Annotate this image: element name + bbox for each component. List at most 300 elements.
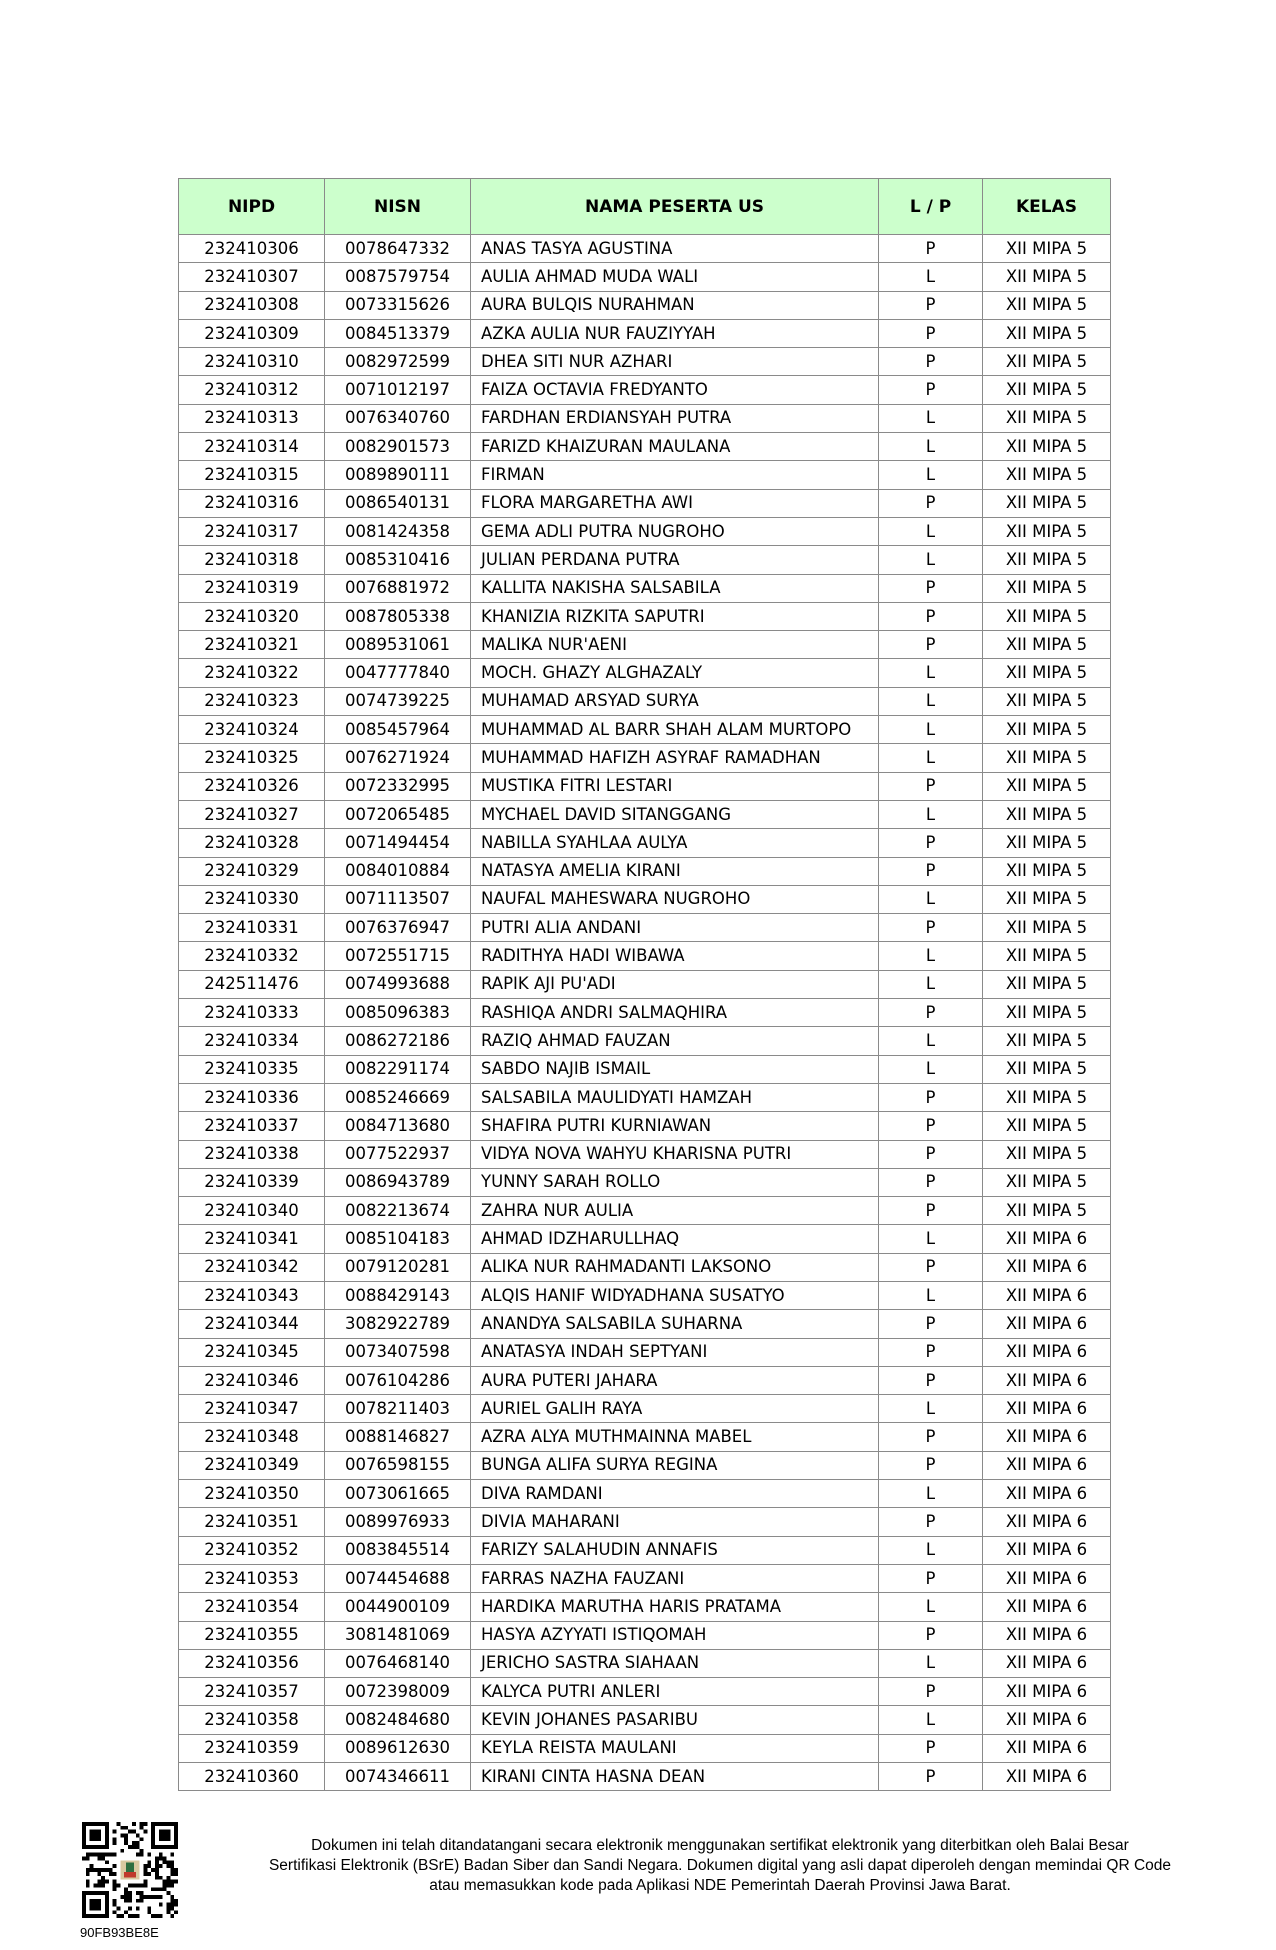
table-row <box>179 1480 1111 1508</box>
qr-code-icon <box>82 1822 178 1918</box>
table-row <box>179 1083 1111 1111</box>
name-cell: FLORA MARGARETHA AWI <box>471 489 879 517</box>
name-cell: NABILLA SYAHLAA AULYA <box>471 829 879 857</box>
class-cell: XII MIPA 6 <box>983 1366 1111 1394</box>
class-cell: XII MIPA 6 <box>983 1225 1111 1253</box>
class-cell: XII MIPA 5 <box>983 716 1111 744</box>
nisn-cell: 0085104183 <box>325 1225 471 1253</box>
gender-cell: L <box>879 1225 983 1253</box>
name-cell: DIVA RAMDANI <box>471 1480 879 1508</box>
name-cell: ANANDYA SALSABILA SUHARNA <box>471 1310 879 1338</box>
gender-cell: P <box>879 1197 983 1225</box>
nisn-cell: 0089976933 <box>325 1508 471 1536</box>
class-cell: XII MIPA 6 <box>983 1678 1111 1706</box>
nisn-cell: 0073315626 <box>325 291 471 319</box>
name-cell: KIRANI CINTA HASNA DEAN <box>471 1763 879 1791</box>
nisn-cell: 0085310416 <box>325 546 471 574</box>
class-cell: XII MIPA 5 <box>983 517 1111 545</box>
gender-cell: P <box>879 1083 983 1111</box>
gender-cell: L <box>879 1706 983 1734</box>
nisn-cell: 3082922789 <box>325 1310 471 1338</box>
gender-cell: P <box>879 1678 983 1706</box>
name-cell: SALSABILA MAULIDYATI HAMZAH <box>471 1083 879 1111</box>
class-cell: XII MIPA 5 <box>983 1140 1111 1168</box>
class-cell: XII MIPA 6 <box>983 1536 1111 1564</box>
name-cell: RAZIQ AHMAD FAUZAN <box>471 1027 879 1055</box>
gender-cell: P <box>879 1338 983 1366</box>
table-row <box>179 687 1111 715</box>
name-cell: VIDYA NOVA WAHYU KHARISNA PUTRI <box>471 1140 879 1168</box>
gender-cell: L <box>879 1593 983 1621</box>
class-cell: XII MIPA 5 <box>983 235 1111 263</box>
gender-cell: L <box>879 517 983 545</box>
gender-cell: L <box>879 1395 983 1423</box>
nisn-cell: 0076881972 <box>325 574 471 602</box>
gender-cell: L <box>879 433 983 461</box>
table-row <box>179 517 1111 545</box>
nisn-cell: 0082901573 <box>325 433 471 461</box>
nisn-cell: 0076104286 <box>325 1366 471 1394</box>
table-row <box>179 1225 1111 1253</box>
class-cell: XII MIPA 5 <box>983 1168 1111 1196</box>
nipd-cell: 232410309 <box>179 319 325 347</box>
name-cell: ZAHRA NUR AULIA <box>471 1197 879 1225</box>
nipd-cell: 232410345 <box>179 1338 325 1366</box>
class-cell: XII MIPA 5 <box>983 744 1111 772</box>
name-cell: NATASYA AMELIA KIRANI <box>471 857 879 885</box>
class-cell: XII MIPA 6 <box>983 1310 1111 1338</box>
nisn-cell: 0087579754 <box>325 263 471 291</box>
class-cell: XII MIPA 6 <box>983 1451 1111 1479</box>
nisn-cell: 0076376947 <box>325 914 471 942</box>
gender-cell: P <box>879 914 983 942</box>
gender-cell: L <box>879 744 983 772</box>
class-cell: XII MIPA 5 <box>983 1027 1111 1055</box>
gender-cell: P <box>879 348 983 376</box>
name-cell: MUSTIKA FITRI LESTARI <box>471 772 879 800</box>
table-row <box>179 1338 1111 1366</box>
nipd-cell: 232410335 <box>179 1055 325 1083</box>
nipd-cell: 232410348 <box>179 1423 325 1451</box>
gender-cell: L <box>879 1480 983 1508</box>
nisn-cell: 0076340760 <box>325 404 471 432</box>
gender-cell: P <box>879 1734 983 1762</box>
table-row <box>179 1508 1111 1536</box>
nisn-cell: 0082484680 <box>325 1706 471 1734</box>
nipd-cell: 232410360 <box>179 1763 325 1791</box>
table-row <box>179 376 1111 404</box>
class-cell: XII MIPA 6 <box>983 1649 1111 1677</box>
nipd-cell: 232410320 <box>179 602 325 630</box>
nisn-cell: 0089531061 <box>325 631 471 659</box>
nisn-cell: 0072551715 <box>325 942 471 970</box>
table-row <box>179 574 1111 602</box>
nisn-cell: 0084010884 <box>325 857 471 885</box>
name-cell: HASYA AZYYATI ISTIQOMAH <box>471 1621 879 1649</box>
nipd-cell: 232410343 <box>179 1281 325 1309</box>
class-cell: XII MIPA 5 <box>983 1055 1111 1083</box>
gender-cell: P <box>879 1112 983 1140</box>
table-row <box>179 1678 1111 1706</box>
nipd-cell: 232410321 <box>179 631 325 659</box>
name-cell: SHAFIRA PUTRI KURNIAWAN <box>471 1112 879 1140</box>
table-row <box>179 716 1111 744</box>
name-cell: ANAS TASYA AGUSTINA <box>471 235 879 263</box>
nisn-cell: 0082213674 <box>325 1197 471 1225</box>
nisn-cell: 0089612630 <box>325 1734 471 1762</box>
class-cell: XII MIPA 5 <box>983 687 1111 715</box>
nisn-cell: 0076271924 <box>325 744 471 772</box>
gender-cell: P <box>879 1310 983 1338</box>
class-cell: XII MIPA 6 <box>983 1253 1111 1281</box>
nisn-cell: 0084713680 <box>325 1112 471 1140</box>
gender-cell: L <box>879 687 983 715</box>
nipd-cell: 232410336 <box>179 1083 325 1111</box>
nisn-cell: 0079120281 <box>325 1253 471 1281</box>
nisn-cell: 0074454688 <box>325 1564 471 1592</box>
nipd-cell: 232410318 <box>179 546 325 574</box>
table-row <box>179 1281 1111 1309</box>
table-row <box>179 263 1111 291</box>
name-cell: AHMAD IDZHARULLHAQ <box>471 1225 879 1253</box>
gender-cell: P <box>879 1423 983 1451</box>
gender-cell: P <box>879 1763 983 1791</box>
table-row <box>179 1168 1111 1196</box>
class-cell: XII MIPA 6 <box>983 1338 1111 1366</box>
table-header <box>179 179 1111 235</box>
table-row <box>179 1140 1111 1168</box>
gender-cell: P <box>879 1621 983 1649</box>
name-cell: AURA PUTERI JAHARA <box>471 1366 879 1394</box>
table-row <box>179 1055 1111 1083</box>
gender-cell: L <box>879 1536 983 1564</box>
name-cell: HARDIKA MARUTHA HARIS PRATAMA <box>471 1593 879 1621</box>
nisn-cell: 0086943789 <box>325 1168 471 1196</box>
nisn-cell: 3081481069 <box>325 1621 471 1649</box>
nipd-cell: 232410344 <box>179 1310 325 1338</box>
class-cell: XII MIPA 6 <box>983 1281 1111 1309</box>
table-row <box>179 235 1111 263</box>
gender-cell: L <box>879 1055 983 1083</box>
nipd-cell: 232410334 <box>179 1027 325 1055</box>
nipd-cell: 232410331 <box>179 914 325 942</box>
table-row <box>179 999 1111 1027</box>
gender-cell: P <box>879 376 983 404</box>
column-header-kelas: KELAS <box>983 179 1111 235</box>
nipd-cell: 232410356 <box>179 1649 325 1677</box>
column-header-nisn: NISN <box>325 179 471 235</box>
class-cell: XII MIPA 5 <box>983 461 1111 489</box>
table-row <box>179 1536 1111 1564</box>
gender-cell: L <box>879 659 983 687</box>
nipd-cell: 232410352 <box>179 1536 325 1564</box>
name-cell: DHEA SITI NUR AZHARI <box>471 348 879 376</box>
nisn-cell: 0078647332 <box>325 235 471 263</box>
class-cell: XII MIPA 6 <box>983 1423 1111 1451</box>
table-row <box>179 800 1111 828</box>
name-cell: RADITHYA HADI WIBAWA <box>471 942 879 970</box>
class-cell: XII MIPA 6 <box>983 1706 1111 1734</box>
name-cell: GEMA ADLI PUTRA NUGROHO <box>471 517 879 545</box>
table-row <box>179 291 1111 319</box>
name-cell: BUNGA ALIFA SURYA REGINA <box>471 1451 879 1479</box>
nipd-cell: 232410327 <box>179 800 325 828</box>
gender-cell: P <box>879 1564 983 1592</box>
gender-cell: P <box>879 631 983 659</box>
nipd-cell: 232410306 <box>179 235 325 263</box>
participant-table-container <box>178 178 1110 1791</box>
name-cell: PUTRI ALIA ANDANI <box>471 914 879 942</box>
table-row <box>179 1564 1111 1592</box>
nisn-cell: 0088146827 <box>325 1423 471 1451</box>
table-row <box>179 602 1111 630</box>
table-row <box>179 1763 1111 1791</box>
table-row <box>179 319 1111 347</box>
class-cell: XII MIPA 6 <box>983 1621 1111 1649</box>
class-cell: XII MIPA 5 <box>983 829 1111 857</box>
column-header-gender: L / P <box>879 179 983 235</box>
nisn-cell: 0088429143 <box>325 1281 471 1309</box>
gender-cell: P <box>879 602 983 630</box>
table-row <box>179 1112 1111 1140</box>
class-cell: XII MIPA 6 <box>983 1395 1111 1423</box>
nisn-cell: 0074346611 <box>325 1763 471 1791</box>
table-row <box>179 885 1111 913</box>
class-cell: XII MIPA 5 <box>983 772 1111 800</box>
name-cell: FARIZD KHAIZURAN MAULANA <box>471 433 879 461</box>
nipd-cell: 232410351 <box>179 1508 325 1536</box>
nipd-cell: 232410323 <box>179 687 325 715</box>
class-cell: XII MIPA 5 <box>983 885 1111 913</box>
table-row <box>179 659 1111 687</box>
class-cell: XII MIPA 5 <box>983 433 1111 461</box>
nisn-cell: 0071113507 <box>325 885 471 913</box>
nipd-cell: 232410346 <box>179 1366 325 1394</box>
nipd-cell: 232410310 <box>179 348 325 376</box>
name-cell: KALLITA NAKISHA SALSABILA <box>471 574 879 602</box>
class-cell: XII MIPA 5 <box>983 1197 1111 1225</box>
nipd-cell: 232410312 <box>179 376 325 404</box>
name-cell: AULIA AHMAD MUDA WALI <box>471 263 879 291</box>
nipd-cell: 232410322 <box>179 659 325 687</box>
nisn-cell: 0086272186 <box>325 1027 471 1055</box>
table-row <box>179 1253 1111 1281</box>
gender-cell: L <box>879 1027 983 1055</box>
table-row <box>179 744 1111 772</box>
table-row <box>179 914 1111 942</box>
column-header-nama: NAMA PESERTA US <box>471 179 879 235</box>
nisn-cell: 0087805338 <box>325 602 471 630</box>
name-cell: YUNNY SARAH ROLLO <box>471 1168 879 1196</box>
nisn-cell: 0074993688 <box>325 970 471 998</box>
table-row <box>179 546 1111 574</box>
gender-cell: P <box>879 1451 983 1479</box>
nipd-cell: 232410319 <box>179 574 325 602</box>
gender-cell: P <box>879 857 983 885</box>
gender-cell: L <box>879 800 983 828</box>
name-cell: AZRA ALYA MUTHMAINNA MABEL <box>471 1423 879 1451</box>
table-row <box>179 942 1111 970</box>
nipd-cell: 232410324 <box>179 716 325 744</box>
gender-cell: L <box>879 716 983 744</box>
name-cell: SABDO NAJIB ISMAIL <box>471 1055 879 1083</box>
name-cell: MOCH. GHAZY ALGHAZALY <box>471 659 879 687</box>
signature-notice-line: atau memasukkan kode pada Aplikasi NDE Pemerintah Daerah Provinsi Jawa Barat. <box>429 1877 1011 1894</box>
gender-cell: P <box>879 999 983 1027</box>
nisn-cell: 0071494454 <box>325 829 471 857</box>
table-row <box>179 1395 1111 1423</box>
gender-cell: P <box>879 235 983 263</box>
nipd-cell: 232410359 <box>179 1734 325 1762</box>
gender-cell: L <box>879 263 983 291</box>
table-row <box>179 433 1111 461</box>
class-cell: XII MIPA 6 <box>983 1508 1111 1536</box>
class-cell: XII MIPA 5 <box>983 348 1111 376</box>
class-cell: XII MIPA 5 <box>983 942 1111 970</box>
nisn-cell: 0083845514 <box>325 1536 471 1564</box>
nipd-cell: 232410315 <box>179 461 325 489</box>
class-cell: XII MIPA 5 <box>983 404 1111 432</box>
class-cell: XII MIPA 5 <box>983 376 1111 404</box>
name-cell: FARRAS NAZHA FAUZANI <box>471 1564 879 1592</box>
nipd-cell: 232410355 <box>179 1621 325 1649</box>
class-cell: XII MIPA 6 <box>983 1763 1111 1791</box>
name-cell: DIVIA MAHARANI <box>471 1508 879 1536</box>
nisn-cell: 0047777840 <box>325 659 471 687</box>
class-cell: XII MIPA 6 <box>983 1480 1111 1508</box>
gender-cell: P <box>879 1366 983 1394</box>
participant-table <box>178 178 1111 1791</box>
nisn-cell: 0078211403 <box>325 1395 471 1423</box>
name-cell: MUHAMMAD AL BARR SHAH ALAM MURTOPO <box>471 716 879 744</box>
name-cell: KEVIN JOHANES PASARIBU <box>471 1706 879 1734</box>
class-cell: XII MIPA 5 <box>983 291 1111 319</box>
nipd-cell: 232410307 <box>179 263 325 291</box>
nipd-cell: 232410350 <box>179 1480 325 1508</box>
name-cell: AURA BULQIS NURAHMAN <box>471 291 879 319</box>
nipd-cell: 232410347 <box>179 1395 325 1423</box>
signature-notice-line: Dokumen ini telah ditandatangani secara elektronik menggunakan sertifikat elektronik yang diterbitkan oleh Balai Besar <box>311 1837 1129 1854</box>
nisn-cell: 0084513379 <box>325 319 471 347</box>
name-cell: MALIKA NUR'AENI <box>471 631 879 659</box>
nipd-cell: 232410325 <box>179 744 325 772</box>
table-row <box>179 1593 1111 1621</box>
gender-cell: P <box>879 1168 983 1196</box>
name-cell: MUHAMAD ARSYAD SURYA <box>471 687 879 715</box>
nipd-cell: 232410328 <box>179 829 325 857</box>
nipd-cell: 232410317 <box>179 517 325 545</box>
nipd-cell: 232410332 <box>179 942 325 970</box>
gender-cell: L <box>879 885 983 913</box>
gender-cell: P <box>879 829 983 857</box>
nipd-cell: 232410313 <box>179 404 325 432</box>
nipd-cell: 232410330 <box>179 885 325 913</box>
name-cell: NAUFAL MAHESWARA NUGROHO <box>471 885 879 913</box>
name-cell: RASHIQA ANDRI SALMAQHIRA <box>471 999 879 1027</box>
nipd-cell: 232410314 <box>179 433 325 461</box>
nipd-cell: 232410342 <box>179 1253 325 1281</box>
table-row <box>179 1027 1111 1055</box>
table-row <box>179 404 1111 432</box>
nipd-cell: 232410326 <box>179 772 325 800</box>
nisn-cell: 0076598155 <box>325 1451 471 1479</box>
class-cell: XII MIPA 5 <box>983 857 1111 885</box>
nipd-cell: 232410333 <box>179 999 325 1027</box>
table-row <box>179 1423 1111 1451</box>
class-cell: XII MIPA 5 <box>983 914 1111 942</box>
gender-cell: P <box>879 574 983 602</box>
name-cell: JULIAN PERDANA PUTRA <box>471 546 879 574</box>
gender-cell: P <box>879 772 983 800</box>
class-cell: XII MIPA 5 <box>983 659 1111 687</box>
gender-cell: L <box>879 461 983 489</box>
table-body <box>179 235 1111 1791</box>
gender-cell: L <box>879 1281 983 1309</box>
class-cell: XII MIPA 5 <box>983 631 1111 659</box>
nipd-cell: 232410338 <box>179 1140 325 1168</box>
table-row <box>179 1451 1111 1479</box>
class-cell: XII MIPA 6 <box>983 1734 1111 1762</box>
header-row <box>179 179 1111 235</box>
nipd-cell: 232410349 <box>179 1451 325 1479</box>
gender-cell: P <box>879 291 983 319</box>
gender-cell: P <box>879 1508 983 1536</box>
table-row <box>179 772 1111 800</box>
table-row <box>179 1366 1111 1394</box>
nipd-cell: 232410337 <box>179 1112 325 1140</box>
class-cell: XII MIPA 5 <box>983 1083 1111 1111</box>
name-cell: FAIZA OCTAVIA FREDYANTO <box>471 376 879 404</box>
table-row <box>179 829 1111 857</box>
table-row <box>179 1621 1111 1649</box>
class-cell: XII MIPA 6 <box>983 1593 1111 1621</box>
nisn-cell: 0085457964 <box>325 716 471 744</box>
gender-cell: L <box>879 942 983 970</box>
name-cell: AURIEL GALIH RAYA <box>471 1395 879 1423</box>
table-row <box>179 1310 1111 1338</box>
gender-cell: P <box>879 319 983 347</box>
nisn-cell: 0073407598 <box>325 1338 471 1366</box>
table-row <box>179 1649 1111 1677</box>
name-cell: JERICHO SASTRA SIAHAAN <box>471 1649 879 1677</box>
class-cell: XII MIPA 5 <box>983 602 1111 630</box>
nisn-cell: 0077522937 <box>325 1140 471 1168</box>
gender-cell: P <box>879 489 983 517</box>
name-cell: ALIKA NUR RAHMADANTI LAKSONO <box>471 1253 879 1281</box>
name-cell: FIRMAN <box>471 461 879 489</box>
class-cell: XII MIPA 5 <box>983 489 1111 517</box>
column-header-nipd: NIPD <box>179 179 325 235</box>
signature-notice-line: Sertifikasi Elektronik (BSrE) Badan Siber dan Sandi Negara. Dokumen digital yang asli dapat diperoleh dengan memindai QR Code <box>268 1857 1172 1874</box>
nisn-cell: 0086540131 <box>325 489 471 517</box>
name-cell: KEYLA REISTA MAULANI <box>471 1734 879 1762</box>
class-cell: XII MIPA 5 <box>983 574 1111 602</box>
nisn-cell: 0085246669 <box>325 1083 471 1111</box>
table-row <box>179 970 1111 998</box>
nipd-cell: 232410340 <box>179 1197 325 1225</box>
nisn-cell: 0072332995 <box>325 772 471 800</box>
name-cell: KHANIZIA RIZKITA SAPUTRI <box>471 602 879 630</box>
gender-cell: L <box>879 404 983 432</box>
gender-cell: P <box>879 1140 983 1168</box>
nipd-cell: 232410353 <box>179 1564 325 1592</box>
class-cell: XII MIPA 5 <box>983 546 1111 574</box>
nipd-cell: 232410357 <box>179 1678 325 1706</box>
nipd-cell: 232410308 <box>179 291 325 319</box>
nipd-cell: 232410341 <box>179 1225 325 1253</box>
class-cell: XII MIPA 5 <box>983 999 1111 1027</box>
nisn-cell: 0072065485 <box>325 800 471 828</box>
